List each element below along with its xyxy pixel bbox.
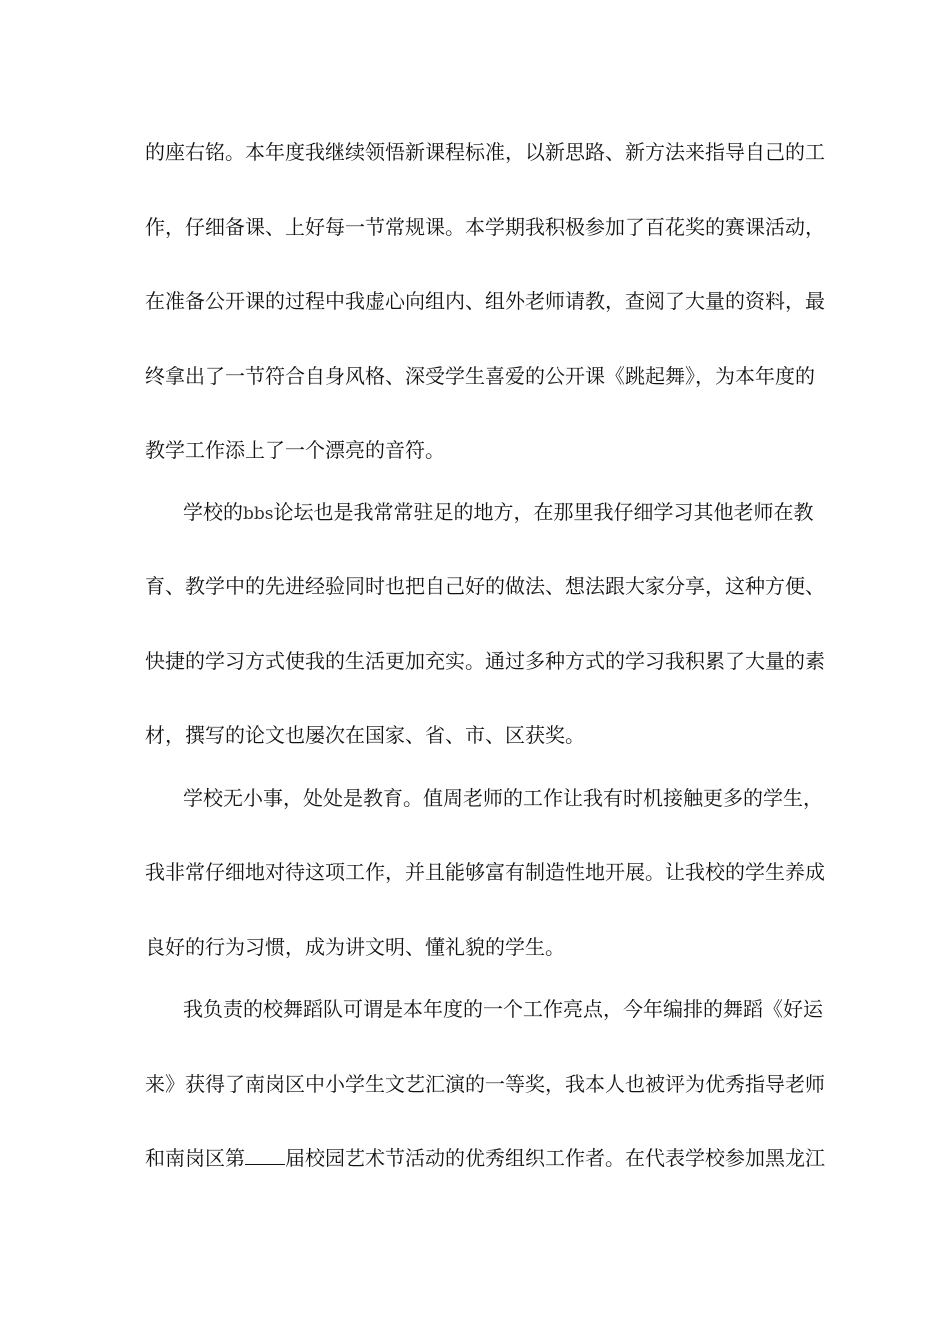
text-segment: 届校园艺术节活动的优秀组织工作者。在代表学校参加黑龙江 xyxy=(285,1146,825,1170)
text-segment: 和南岗区第 xyxy=(145,1146,245,1170)
fill-in-blank xyxy=(245,1146,285,1165)
paragraph-line: 良好的行为习惯，成为讲文明、懂礼貌的学生。 xyxy=(145,935,565,959)
latin-text: bbs xyxy=(243,504,274,524)
paragraph-line: 我负责的校舞蹈队可谓是本年度的一个工作亮点，今年编排的舞蹈《好运 xyxy=(183,997,823,1021)
paragraph-line: 材，撰写的论文也屡次在国家、省、市、区获奖。 xyxy=(145,723,585,747)
paragraph-line xyxy=(183,497,814,527)
paragraph-line: 快捷的学习方式使我的生活更加充实。通过多种方式的学习我积累了大量的素 xyxy=(145,649,825,673)
paragraph-line: 来》获得了南岗区中小学生文艺汇演的一等奖，我本人也被评为优秀指导老师 xyxy=(145,1072,825,1096)
paragraph-line: 在准备公开课的过程中我虚心向组内、组外老师请教，查阅了大量的资料，最 xyxy=(145,289,825,313)
paragraph-line: 学校无小事，处处是教育。值周老师的工作让我有时机接触更多的学生， xyxy=(183,786,823,810)
paragraph-line: 我非常仔细地对待这项工作，并且能够富有制造性地开展。让我校的学生养成 xyxy=(145,860,825,884)
paragraph-line xyxy=(145,1143,825,1173)
paragraph-line: 育、教学中的先进经验同时也把自己好的做法、想法跟大家分享，这种方便、 xyxy=(145,574,825,598)
paragraph-line: 终拿出了一节符合自身风格、深受学生喜爱的公开课《跳起舞》，为本年度的 xyxy=(145,364,815,388)
paragraph-line: 教学工作添上了一个漂亮的音符。 xyxy=(145,438,445,462)
paragraph-line: 作，仔细备课、上好每一节常规课。本学期我积极参加了百花奖的赛课活动， xyxy=(145,215,825,239)
paragraph-line: 的座右铭。本年度我继续领悟新课程标准，以新思路、新方法来指导自己的工 xyxy=(145,140,825,164)
text-segment: 论坛也是我常常驻足的地方，在那里我仔细学习其他老师在教 xyxy=(273,500,814,524)
text-segment: 学校的 xyxy=(183,500,243,524)
